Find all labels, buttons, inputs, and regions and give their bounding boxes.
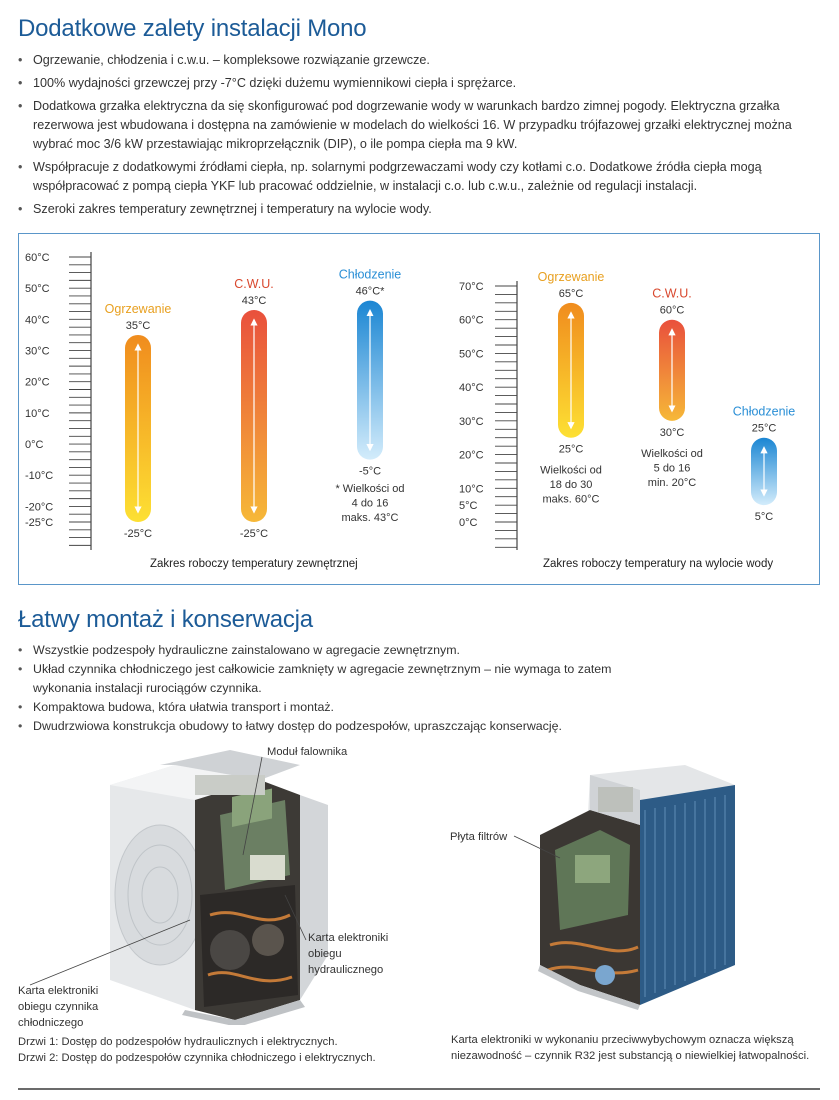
max-label: 65°C bbox=[558, 287, 584, 300]
series-note-line: maks. 60°C bbox=[542, 493, 600, 506]
list-item: • Wszystkie podzespoły hydrauliczne zainstalowano w agregacie zewnętrznym. bbox=[18, 641, 833, 660]
series-name: C.W.U. bbox=[234, 277, 274, 291]
callout-filter-plate: Płyta filtrów bbox=[450, 831, 508, 843]
series-name: Ogrzewanie bbox=[537, 269, 605, 284]
note-line: Drzwi 1: Dostęp do podzespołów hydraulicznych i elektrycznych. bbox=[18, 1036, 338, 1048]
callout-line: Karta elektroniki bbox=[18, 985, 99, 997]
callout-inverter-module: Moduł falownika bbox=[267, 746, 348, 758]
axis-tick-label: 30°C bbox=[25, 345, 50, 358]
min-label: -25°C bbox=[239, 528, 269, 540]
list-item: • Współpracuje z dodatkowymi źródłami ciepła, np. solarnymi podgrzewaczami wody czy kotłami c.o. Dodatkowe źródła ciepła mogą współpracować z pompą ciepła YKF lub pracować oddzielnie, w instalacji c.o. lub c.w.u., zależnie od regulacji instalacji. bbox=[18, 158, 833, 196]
min-label: 25°C bbox=[558, 443, 584, 456]
max-label: 46°C* bbox=[355, 285, 385, 298]
max-label: 25°C bbox=[751, 422, 777, 435]
axis-tick-label: 40°C bbox=[25, 314, 50, 327]
max-label: 60°C bbox=[659, 304, 685, 317]
axis-tick-label: 0°C bbox=[25, 439, 44, 452]
water-outlet-temperature-chart bbox=[459, 270, 795, 550]
axis-tick-label: -10°C bbox=[25, 470, 54, 483]
max-label: 35°C bbox=[125, 319, 151, 332]
doors-note bbox=[18, 1034, 376, 1066]
callout-line: hydraulicznego bbox=[308, 964, 384, 976]
axis-tick-label: 60°C bbox=[25, 252, 50, 264]
axis-tick-label: 70°C bbox=[459, 281, 484, 293]
callout-line: obiegu bbox=[308, 948, 342, 960]
max-label: 43°C bbox=[241, 295, 267, 307]
bottom-divider bbox=[18, 1088, 820, 1090]
outdoor-temperature-chart bbox=[25, 252, 405, 550]
series-note-line: min. 20°C bbox=[647, 476, 697, 489]
installation-list bbox=[18, 641, 833, 736]
axis-tick-label: -25°C bbox=[25, 517, 54, 529]
axis-tick-label: 50°C bbox=[25, 283, 50, 296]
temperature-range-charts bbox=[18, 233, 820, 585]
chart1-caption: Zakres roboczy temperatury zewnętrznej bbox=[150, 558, 358, 570]
callout-refrigerant-board bbox=[18, 983, 98, 1031]
list-item: • Szeroki zakres temperatury zewnętrznej i temperatury na wylocie wody. bbox=[18, 200, 833, 219]
callout-line: Karta elektroniki bbox=[308, 932, 389, 944]
footnote-line: maks. 43°C bbox=[341, 512, 399, 524]
axis-tick-label: 10°C bbox=[459, 483, 484, 496]
series-note-line: Wielkości od bbox=[641, 447, 703, 460]
heat-pump-rear-unit-image bbox=[520, 765, 740, 1010]
callout-line: obiegu czynnika bbox=[18, 1001, 99, 1013]
note-line: Karta elektroniki w wykonaniu przeciwwybychowym oznacza większą bbox=[451, 1034, 794, 1046]
list-item: • Kompaktowa budowa, która ułatwia transport i montaż. bbox=[18, 698, 833, 717]
section-title-installation: Łatwy montaż i konserwacja bbox=[18, 606, 313, 633]
axis-tick-label: 0°C bbox=[459, 517, 478, 529]
axis-tick-label: 20°C bbox=[459, 449, 484, 462]
section-title-advantages: Dodatkowe zalety instalacji Mono bbox=[18, 15, 367, 42]
series-name: Chłodzenie bbox=[732, 404, 796, 419]
axis-tick-label: -20°C bbox=[25, 501, 54, 514]
min-label: -25°C bbox=[123, 528, 153, 540]
series-note-line: Wielkości od bbox=[540, 464, 602, 477]
axis-tick-label: 60°C bbox=[459, 314, 484, 327]
footnote-line: 4 do 16 bbox=[351, 497, 389, 510]
list-item: • 100% wydajności grzewczej przy -7°C dzięki dużemu wymiennikowi ciepła i sprężarce. bbox=[18, 74, 833, 93]
footnote-line: * Wielkości od bbox=[335, 483, 405, 495]
list-item: • Ogrzewanie, chłodzenia i c.w.u. – kompleksowe rozwiązanie grzewcze. bbox=[18, 51, 833, 70]
series-name: C.W.U. bbox=[652, 286, 692, 301]
list-item: • Dodatkowa grzałka elektryczna da się skonfigurować pod dogrzewanie wody w warunkach bardzo zimnej pogody. Elektryczna grzałka rezerwowa jest wbudowana i dostępna na zamówienie w modelach do wielkości 16. W przypadku trójfazowej grzałki elektrycznej można wybrać moc 3/6 kW przestawiając mikroprzełącznik (DIP), o ile pompa ciepła ma 9 kW. bbox=[18, 97, 833, 154]
series-note-line: 18 do 30 bbox=[549, 479, 593, 492]
axis-tick-label: 20°C bbox=[25, 376, 50, 389]
right-callout-line bbox=[500, 820, 620, 880]
axis-tick-label: 5°C bbox=[459, 500, 478, 513]
callout-line: chłodniczego bbox=[18, 1017, 84, 1029]
charts-svg bbox=[19, 234, 819, 584]
note-line: Drzwi 2: Dostęp do podzespołów czynnika chłodniczego i elektrycznych. bbox=[18, 1052, 376, 1064]
advantages-list bbox=[18, 51, 833, 223]
flameproof-note bbox=[451, 1032, 809, 1064]
min-label: 5°C bbox=[754, 511, 774, 524]
min-label: -5°C bbox=[358, 465, 382, 478]
series-note-line: 5 do 16 bbox=[653, 462, 691, 475]
axis-tick-label: 30°C bbox=[459, 415, 484, 428]
axis-tick-label: 10°C bbox=[25, 407, 50, 420]
list-item: • Dwudrzwiowa konstrukcja obudowy to łatwy dostęp do podzespołów, upraszczając konserwację. bbox=[18, 717, 833, 736]
chart2-caption: Zakres roboczy temperatury na wylocie wody bbox=[543, 558, 774, 570]
callout-hydraulic-board bbox=[308, 930, 388, 978]
note-line: niezawodność – czynnik R32 jest substancją o niewielkiej łatwopalności. bbox=[451, 1050, 810, 1062]
list-item: • Układ czynnika chłodniczego jest całkowicie zamknięty w agregacie zewnętrznym – nie wymaga to zatem wykonania instalacji rurociągów czynnika. bbox=[18, 660, 658, 698]
min-label: 30°C bbox=[659, 426, 685, 439]
series-name: Ogrzewanie bbox=[104, 301, 172, 316]
axis-tick-label: 40°C bbox=[459, 382, 484, 395]
series-name: Chłodzenie bbox=[338, 267, 402, 282]
axis-tick-label: 50°C bbox=[459, 348, 484, 361]
